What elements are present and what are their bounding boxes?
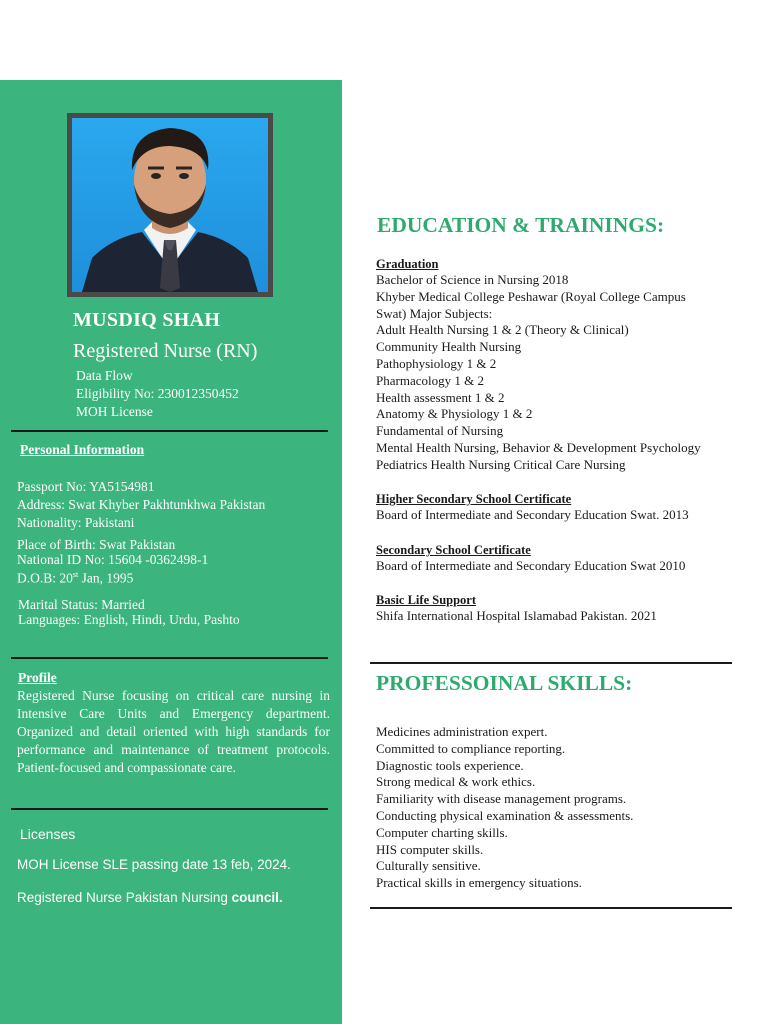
personal-info-block <box>17 478 337 532</box>
license-pnc: Registered Nurse Pakistan Nursing council. <box>17 890 283 905</box>
profile-text: Registered Nurse focusing on critical care nursing in Intensive Care Units and Emergency department. Organized and detail oriented with high standards for performance and maintenance of treatment protocols. Patient-focused and compassionate care. <box>17 688 330 775</box>
list-item: HIS computer skills. <box>376 841 484 857</box>
national-id: National ID No: 15604 -0362498-1 <box>17 552 209 567</box>
edu-line: Health assessment 1 & 2 <box>376 389 505 405</box>
bls-section <box>376 593 756 625</box>
education-section <box>376 257 756 474</box>
list-item: Culturally sensitive. <box>376 858 481 874</box>
address: Address: Swat Khyber Pakhtunkhwa Pakistan <box>17 497 266 512</box>
ssc-section <box>376 543 756 575</box>
ssc-line: Board of Intermediate and Secondary Education Swat 2010 <box>376 558 686 573</box>
education-heading: EDUCATION & TRAININGS: <box>377 213 665 237</box>
license-moh: MOH License SLE passing date 13 feb, 2024. <box>17 857 291 872</box>
nationality: Nationality: Pakistani <box>17 515 135 530</box>
edu-line: Bachelor of Science in Nursing 2018 <box>376 272 569 287</box>
candidate-title: Registered Nurse (RN) <box>73 340 258 362</box>
graduation-details <box>376 272 756 474</box>
skills-list <box>376 724 756 892</box>
hssc-section <box>376 492 756 524</box>
languages: Languages: English, Hindi, Urdu, Pashto <box>18 612 240 627</box>
personal-info-label: Personal Information <box>20 442 145 457</box>
divider <box>370 662 732 664</box>
profile-label: Profile <box>18 670 57 685</box>
edu-line: Fundamental of Nursing <box>376 423 504 439</box>
meta-eligibility: Eligibility No: 230012350452 <box>76 386 239 401</box>
candidate-name: MUSDIQ SHAH <box>73 309 221 331</box>
candidate-meta <box>76 367 239 421</box>
status-block <box>18 597 338 627</box>
divider <box>11 808 328 810</box>
ssc-title: Secondary School Certificate <box>376 543 531 557</box>
divider <box>11 430 328 432</box>
edu-line: Pathophysiology 1 & 2 <box>376 355 497 371</box>
list-item: Medicines administration expert. <box>376 724 548 739</box>
birth-info-block <box>17 537 337 586</box>
edu-line: Adult Health Nursing 1 & 2 (Theory & Clinical) <box>376 322 629 338</box>
hssc-title: Higher Secondary School Certificate <box>376 492 572 506</box>
person-portrait-icon <box>72 118 268 292</box>
list-item: Strong medical & work ethics. <box>376 774 536 790</box>
edu-line: Swat) Major Subjects: <box>376 305 493 321</box>
edu-line: Anatomy & Physiology 1 & 2 <box>376 406 533 422</box>
bls-title: Basic Life Support <box>376 593 477 607</box>
edu-line: Pharmacology 1 & 2 <box>376 372 484 388</box>
list-item: Practical skills in emergency situations. <box>376 875 582 891</box>
passport-no: Passport No: YA5154981 <box>17 479 155 494</box>
meta-data-flow: Data Flow <box>76 368 133 383</box>
marital-status: Marital Status: Married <box>18 597 145 612</box>
licenses-label: Licenses <box>20 826 76 842</box>
list-item: Conducting physical examination & assessments. <box>376 807 634 823</box>
divider <box>11 657 328 659</box>
bls-line: Shifa International Hospital Islamabad Pakistan. 2021 <box>376 608 657 623</box>
divider <box>370 907 732 909</box>
skills-heading: PROFESSOINAL SKILLS: <box>376 671 633 695</box>
list-item: Familiarity with disease management programs. <box>376 791 627 807</box>
list-item: Diagnostic tools experience. <box>376 757 524 773</box>
edu-line: Community Health Nursing <box>376 339 522 355</box>
edu-line: Pediatrics Health Nursing Critical Care Nursing <box>376 456 626 472</box>
graduation-title: Graduation <box>376 257 439 271</box>
meta-moh-license: MOH License <box>76 404 153 419</box>
hssc-line: Board of Intermediate and Secondary Education Swat. 2013 <box>376 507 689 522</box>
profile-photo-frame <box>67 113 273 297</box>
date-of-birth: D.O.B: 20st Jan, 1995 <box>17 570 134 586</box>
list-item: Computer charting skills. <box>376 824 508 840</box>
edu-line: Khyber Medical College Peshawar (Royal College Campus <box>376 288 686 304</box>
list-item: Committed to compliance reporting. <box>376 740 566 756</box>
profile-photo <box>72 118 268 292</box>
birth-place: Place of Birth: Swat Pakistan <box>17 537 176 552</box>
edu-line: Mental Health Nursing, Behavior & Development Psychology <box>376 439 701 455</box>
